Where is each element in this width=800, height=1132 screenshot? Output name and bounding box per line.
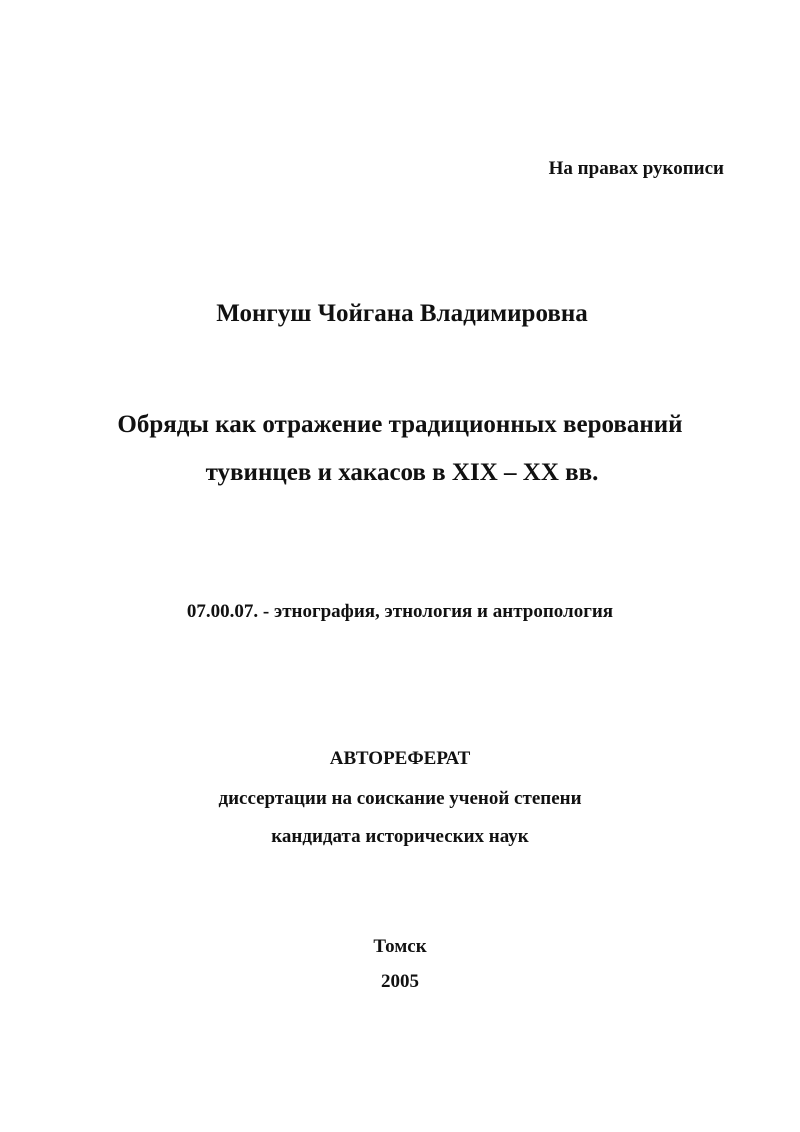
specialty-code: 07.00.07. - этнография, этнология и антропология (186, 601, 614, 622)
document-type: АВТОРЕФЕРАТ (329, 748, 471, 769)
degree-description-line-2: кандидата исторических наук (271, 826, 529, 847)
author-name: Монгуш Чойгана Владимировна (216, 300, 588, 327)
publication-year: 2005 (381, 971, 419, 992)
degree-description-line-1: диссертации на соискание ученой степени (218, 788, 582, 809)
dissertation-title-line-2: тувинцев и хакасов в XIX – XX вв. (205, 459, 599, 486)
publication-city: Томск (373, 936, 427, 957)
manuscript-rights-stamp: На правах рукописи (548, 158, 724, 179)
dissertation-title-line-1: Обряды как отражение традиционных верований (117, 411, 683, 438)
